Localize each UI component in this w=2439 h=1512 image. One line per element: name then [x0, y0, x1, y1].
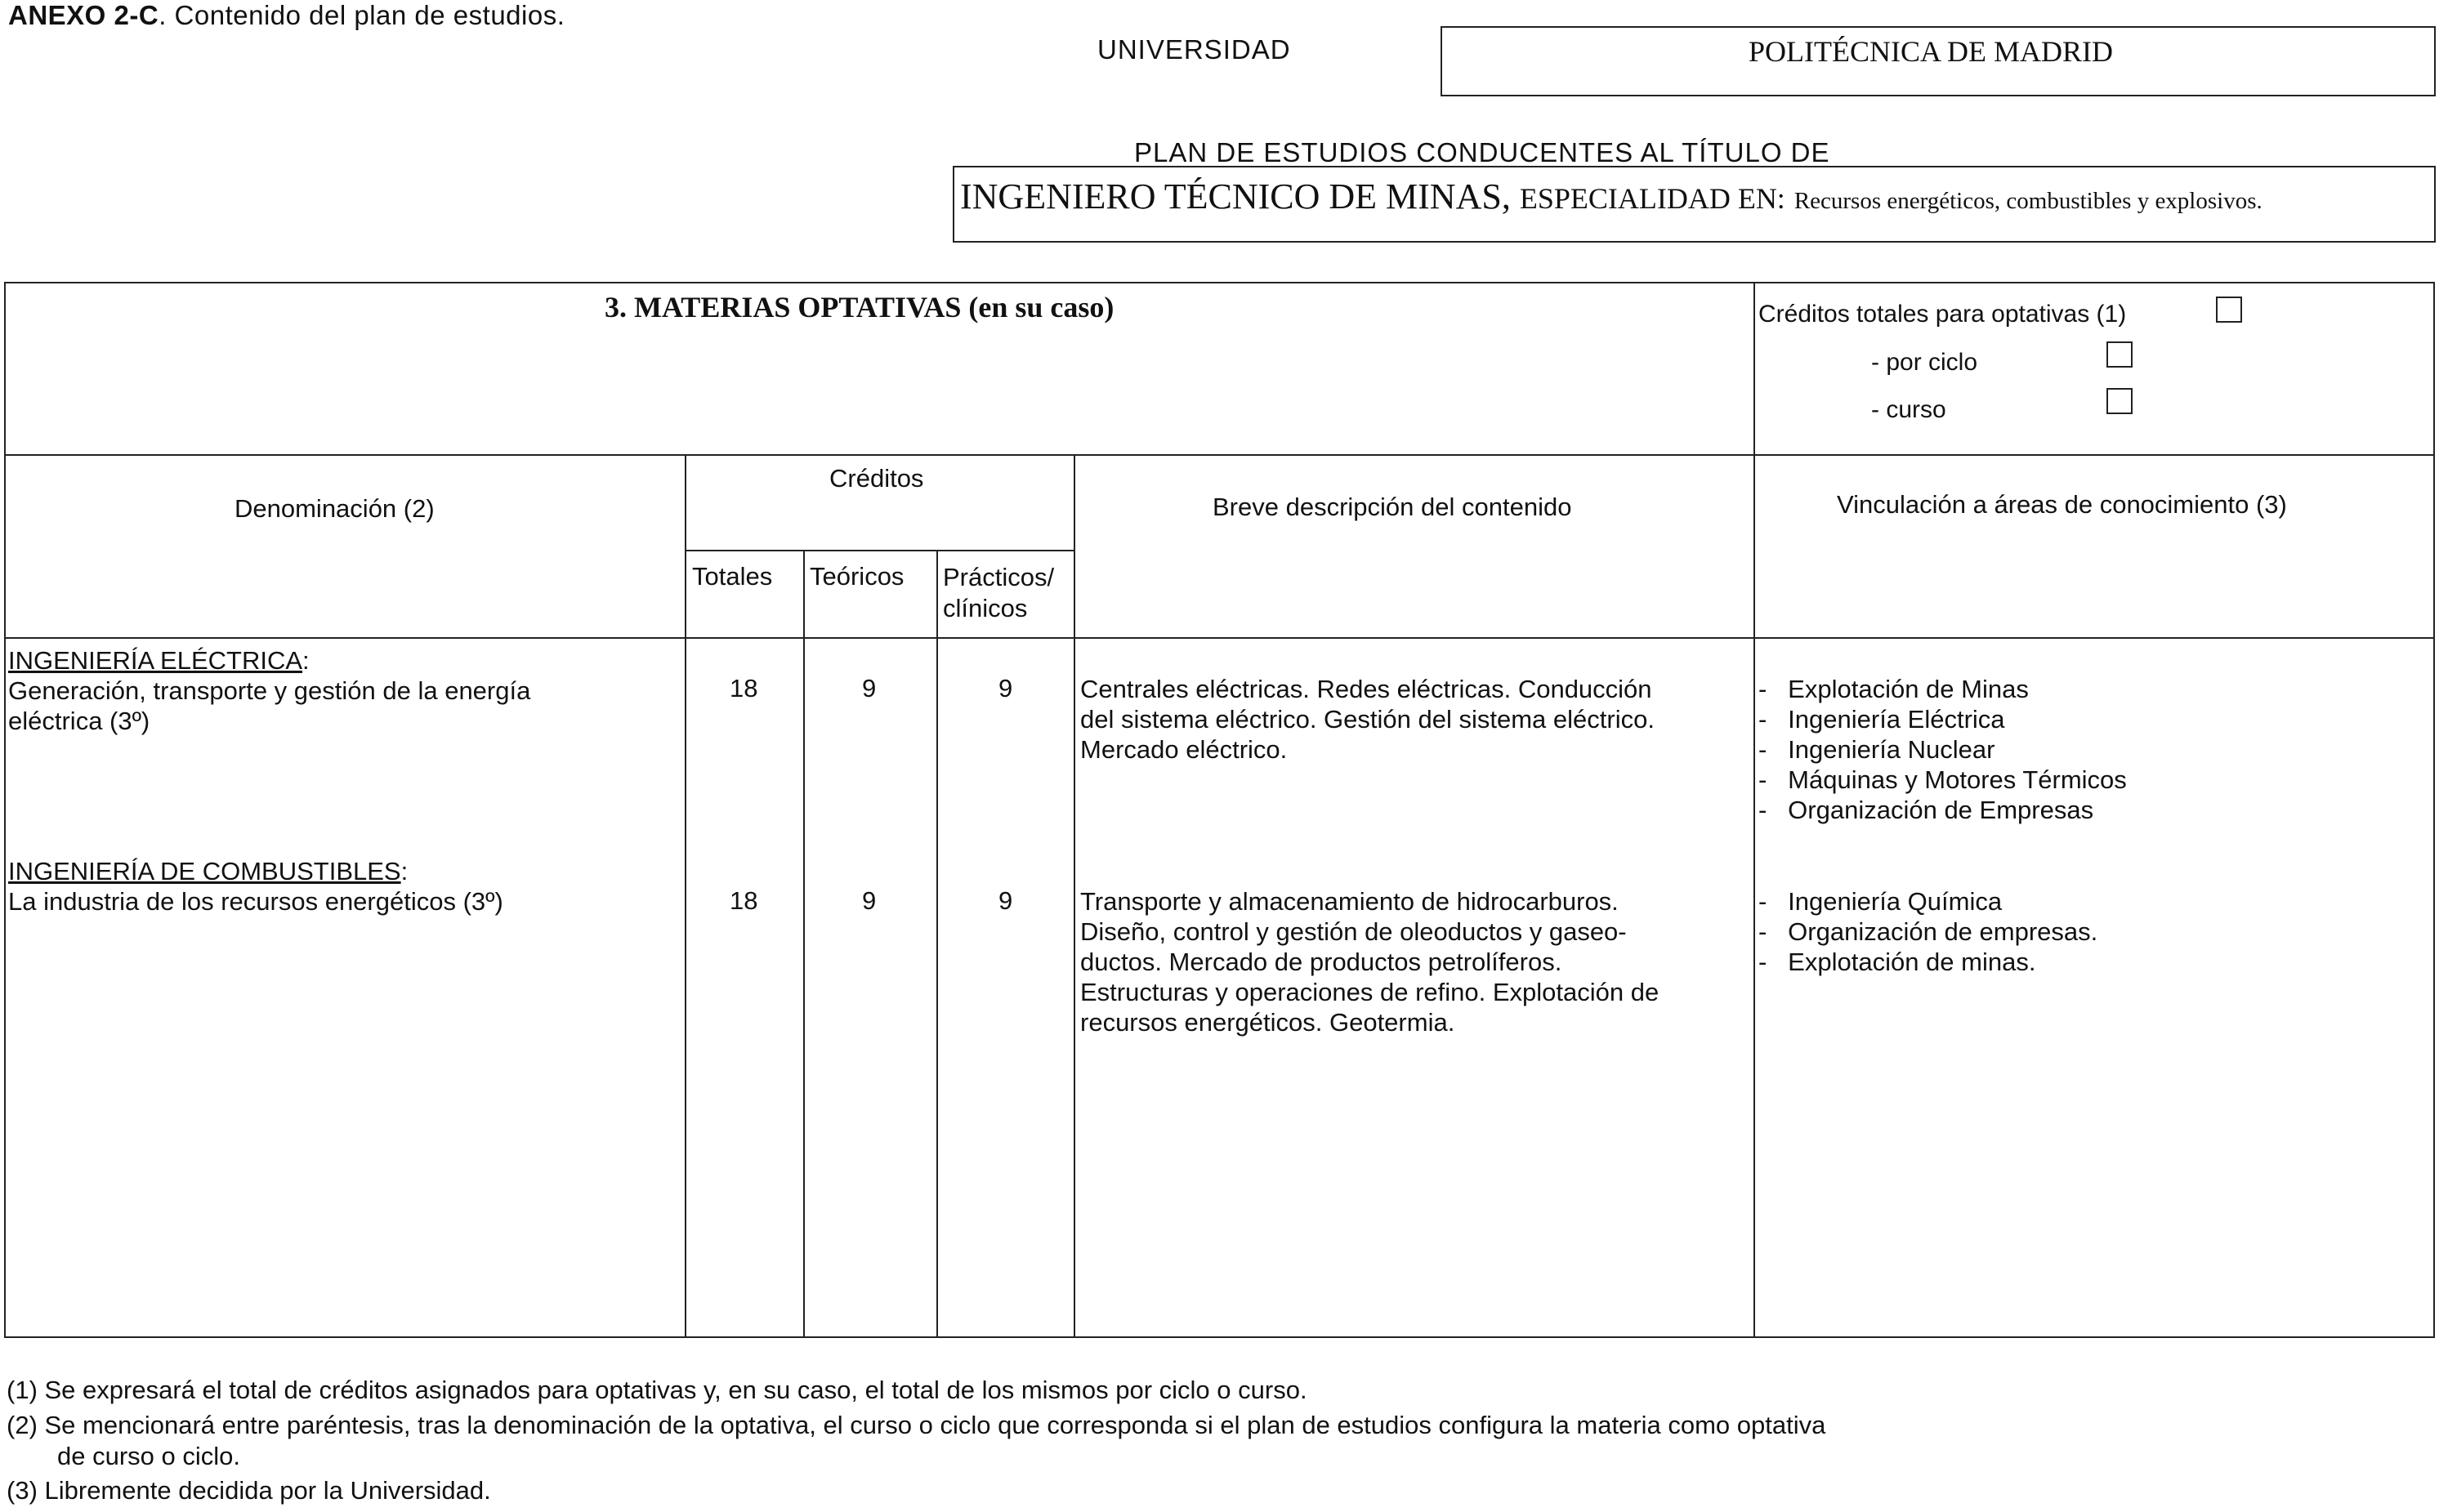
knowledge-area-label: Explotación de Minas: [1788, 675, 2029, 703]
knowledge-areas-list: [1758, 886, 2097, 977]
section-title: 3. MATERIAS OPTATIVAS (en su caso): [605, 291, 1115, 323]
knowledge-area: - Máquinas y Motores Térmicos: [1758, 765, 2127, 794]
total-credits-label: Créditos totales para optativas (1): [1758, 301, 2127, 328]
knowledge-area-label: Máquinas y Motores Térmicos: [1788, 765, 2127, 794]
university-label: UNIVERSIDAD: [1097, 34, 1291, 65]
col-divider-practicos: [936, 550, 938, 1338]
knowledge-area-label: Ingeniería Nuclear: [1788, 735, 1995, 764]
footnote-2: (2) Se mencionará entre paréntesis, tras la denominación de la optativa, el curso o ciclo que corresponda si el plan de estudios configura la materia como optativa: [7, 1411, 1826, 1439]
knowledge-area-label: Explotación de minas.: [1788, 948, 2036, 976]
subject-group-colon: :: [400, 857, 409, 885]
footnote-2-continuation: de curso o ciclo.: [57, 1442, 240, 1470]
description-line: Estructuras y operaciones de refino. Explotación de: [1080, 978, 1660, 1006]
footnote-1: (1) Se expresará el total de créditos asignados para optativas y, en su caso, el total de los mismos por ciclo o curso.: [7, 1376, 1307, 1404]
knowledge-area: - Ingeniería Química: [1758, 887, 2003, 916]
subject-group-name: INGENIERÍA DE COMBUSTIBLES: [8, 857, 401, 885]
content-description: [1080, 674, 1746, 765]
knowledge-area: - Ingeniería Nuclear: [1758, 735, 1995, 764]
annex-label: ANEXO 2-C: [8, 0, 159, 30]
subject-group: [8, 856, 678, 886]
knowledge-area: - Organización de Empresas: [1758, 796, 2094, 824]
col-header-practicos: [943, 562, 1054, 624]
description-line: Mercado eléctrico.: [1080, 735, 1288, 764]
per-cycle-label: - por ciclo: [1871, 349, 1978, 376]
table-row: [8, 645, 678, 736]
col-header-vinculacion: Vinculación a áreas de conocimiento (3): [1837, 490, 2287, 519]
plan-label: PLAN DE ESTUDIOS CONDUCENTES AL TÍTULO DE: [1134, 137, 1830, 167]
subject-name-line1: Generación, transporte y gestión de la energía: [8, 676, 531, 705]
col-divider-areas: [1753, 282, 1755, 1338]
description-line: recursos energéticos. Geotermia.: [1080, 1008, 1455, 1037]
description-line: del sistema eléctrico. Gestión del sistema eléctrico.: [1080, 705, 1655, 734]
table-divider-top: [4, 454, 2435, 456]
specialty-label: ESPECIALIDAD EN:: [1519, 182, 1785, 215]
per-course-label: - curso: [1871, 396, 1946, 423]
per-cycle-checkbox[interactable]: [2106, 341, 2133, 368]
university-name: POLITÉCNICA DE MADRID: [1749, 35, 2113, 68]
specialty-name: Recursos energéticos, combustibles y explosivos.: [1794, 188, 2263, 214]
subject-group-name: INGENIERÍA ELÉCTRICA: [8, 646, 303, 675]
col-header-practicos-line2: clínicos: [943, 594, 1028, 622]
credits-teoricos: 9: [862, 886, 877, 915]
knowledge-area: - Ingeniería Eléctrica: [1758, 705, 2005, 734]
col-header-totales: Totales: [692, 562, 773, 591]
description-line: Transporte y almacenamiento de hidrocarburos.: [1080, 887, 1619, 916]
table-header-divider: [4, 637, 2435, 639]
credits-totales: 18: [730, 674, 758, 702]
annex-subtitle: . Contenido del plan de estudios.: [159, 0, 565, 30]
total-credits-checkbox[interactable]: [2216, 297, 2242, 323]
table-row: [8, 856, 678, 917]
credits-practicos: 9: [998, 674, 1013, 702]
content-description: [1080, 886, 1746, 1037]
description-line: ductos. Mercado de productos petrolíferos.: [1080, 948, 1562, 976]
subject-name-line1: La industria de los recursos energéticos (3º): [8, 887, 503, 916]
description-line: Diseño, control y gestión de oleoductos y gaseo-: [1080, 917, 1627, 946]
degree-name: INGENIERO TÉCNICO DE MINAS,: [960, 176, 1511, 216]
col-header-creditos: Créditos: [829, 464, 924, 493]
annex-heading: [8, 0, 565, 31]
col-divider-teoricos: [803, 550, 805, 1338]
knowledge-area: - Explotación de Minas: [1758, 675, 2029, 703]
credits-teoricos: 9: [862, 674, 877, 702]
knowledge-area: - Organización de empresas.: [1758, 917, 2098, 946]
description-line: Centrales eléctricas. Redes eléctricas. Conducción: [1080, 675, 1652, 703]
degree-title: [960, 176, 2263, 217]
knowledge-area: - Explotación de minas.: [1758, 948, 2036, 976]
col-header-practicos-line1: Prácticos/: [943, 563, 1055, 591]
knowledge-area-label: Organización de Empresas: [1788, 796, 2094, 824]
per-course-checkbox[interactable]: [2106, 388, 2133, 414]
subject-name-line2: eléctrica (3º): [8, 707, 150, 735]
knowledge-area-label: Organización de empresas.: [1788, 917, 2098, 946]
subject-group: [8, 645, 678, 676]
col-header-denominacion: Denominación (2): [235, 494, 435, 523]
col-divider-credits: [685, 454, 686, 1338]
col-header-teoricos: Teóricos: [810, 562, 905, 591]
footnote-3: (3) Libremente decidida por la Universidad.: [7, 1476, 491, 1505]
knowledge-areas-list: [1758, 674, 2127, 825]
col-divider-description: [1074, 454, 1075, 1338]
knowledge-area-label: Ingeniería Química: [1788, 887, 2003, 916]
credits-practicos: 9: [998, 886, 1013, 915]
subject-group-colon: :: [302, 646, 310, 675]
col-header-descripcion: Breve descripción del contenido: [1213, 493, 1572, 521]
credits-subheader-divider: [685, 550, 1075, 551]
knowledge-area-label: Ingeniería Eléctrica: [1788, 705, 2005, 734]
credits-totales: 18: [730, 886, 758, 915]
